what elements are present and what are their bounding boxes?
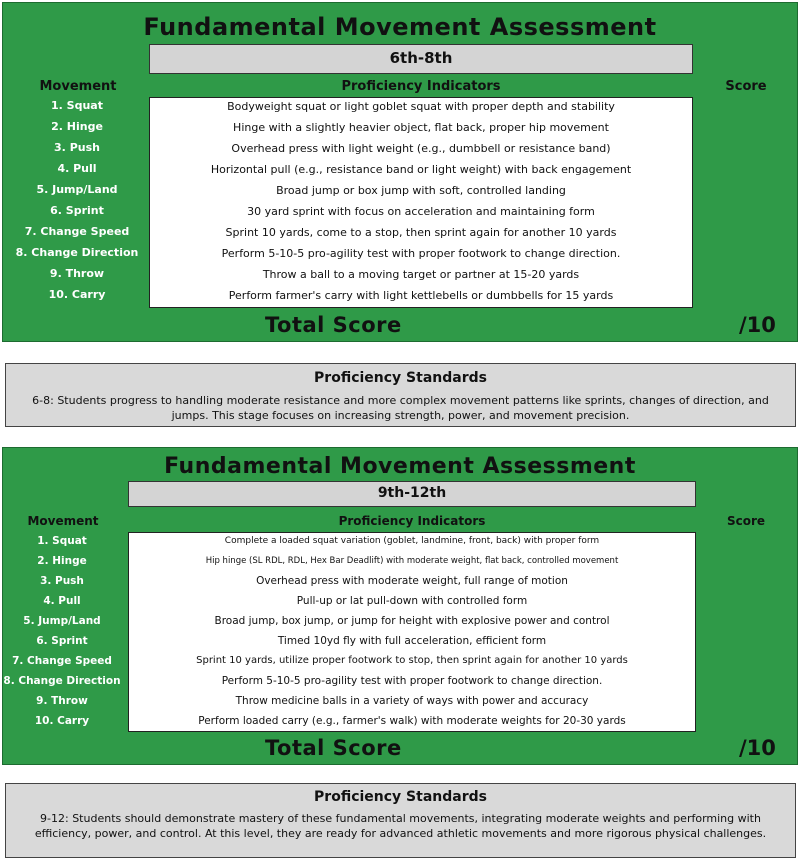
movement-list (3, 535, 121, 735)
indicator-text: Bodyweight squat or light goblet squat with proper depth and stability (227, 100, 615, 113)
movement-label: 9. Throw (49, 267, 105, 280)
movement-header: Movement (39, 79, 117, 94)
assessment-title: Fundamental Movement Assessment (143, 13, 657, 41)
indicator-text: Overhead press with light weight (e.g., dumbbell or resistance band) (231, 142, 611, 155)
indicators-header: Proficiency Indicators (341, 79, 501, 94)
movement-label: 3. Push (40, 575, 84, 587)
indicator-text: Broad jump or box jump with soft, controlled landing (276, 184, 566, 197)
movement-label: 10. Carry (34, 715, 90, 727)
movement-label: 1. Squat (37, 535, 87, 547)
indicator-text: Perform 5-10-5 pro-agility test with proper footwork to change direction. (221, 675, 603, 687)
movement-label: 8. Change Direction (15, 246, 139, 259)
movement-label: 6. Sprint (50, 204, 104, 217)
indicator-text: Horizontal pull (e.g., resistance band or light weight) with back engagement (210, 163, 632, 176)
grade-band-label: 9th-12th (128, 481, 696, 507)
indicator-text: Hip hinge (SL RDL, RDL, Hex Bar Deadlift) with moderate weight, flat back, controlled movement (205, 556, 619, 566)
indicator-text: Perform loaded carry (e.g., farmer's walk) with moderate weights for 20-30 yards (198, 715, 626, 727)
score-header: Score (726, 514, 766, 528)
indicator-text: 30 yard sprint with focus on acceleration and maintaining form (247, 205, 595, 218)
proficiency-standards-6-8 (5, 363, 796, 427)
indicator-text: Timed 10yd fly with full acceleration, efficient form (277, 635, 547, 647)
assessment-panel-9-12 (2, 447, 798, 765)
indicator-text: Hinge with a slightly heavier object, flat back, proper hip movement (233, 121, 609, 134)
movement-label: 4. Pull (43, 595, 81, 607)
total-score-label: Total Score (265, 736, 402, 760)
proficiency-standards-9-12 (5, 783, 796, 858)
indicator-text: Sprint 10 yards, utilize proper footwork to stop, then sprint again for another 10 yards (196, 655, 628, 666)
movement-list (3, 99, 151, 309)
indicator-text: Throw a ball to a moving target or partner at 15-20 yards (262, 268, 580, 281)
movement-header: Movement (27, 514, 99, 528)
indicators-box (128, 532, 696, 732)
total-score-max: /10 (739, 313, 776, 337)
movement-label: 2. Hinge (51, 120, 103, 133)
movement-label: 8. Change Direction (3, 675, 121, 687)
indicator-text: Broad jump, box jump, or jump for height with explosive power and control (214, 615, 610, 627)
indicator-text: Complete a loaded squat variation (goblet, landmine, front, back) with proper form (224, 536, 600, 546)
total-score-max: /10 (739, 736, 776, 760)
indicators-header: Proficiency Indicators (338, 514, 486, 528)
movement-label: 7. Change Speed (24, 225, 130, 238)
movement-label: 10. Carry (48, 288, 106, 301)
indicator-text: Overhead press with moderate weight, full range of motion (256, 575, 568, 587)
movement-label: 5. Jump/Land (36, 183, 118, 196)
score-header: Score (725, 79, 767, 94)
movement-label: 4. Pull (57, 162, 97, 175)
standards-text: 9-12: Students should demonstrate mastery of these fundamental movements, integrating moderate weights and performing with efficiency, power, and control. At this level, they are ready for advanced athletic movements and more rigorous physical challenges. (34, 812, 767, 840)
total-score-label: Total Score (265, 313, 402, 337)
movement-label: 3. Push (54, 141, 100, 154)
movement-label: 6. Sprint (36, 635, 88, 647)
movement-label: 9. Throw (36, 695, 88, 707)
movement-label: 1. Squat (51, 99, 103, 112)
movement-label: 2. Hinge (37, 555, 87, 567)
movement-label: 7. Change Speed (12, 655, 112, 667)
indicators-box (149, 97, 693, 308)
movement-label: 5. Jump/Land (23, 615, 101, 627)
indicator-text: Sprint 10 yards, come to a stop, then sprint again for another 10 yards (225, 226, 617, 239)
assessment-panel-6-8 (2, 2, 798, 342)
indicator-text: Perform farmer's carry with light kettlebells or dumbbells for 15 yards (228, 289, 614, 302)
grade-band-label: 6th-8th (149, 44, 693, 74)
indicator-text: Throw medicine balls in a variety of ways with power and accuracy (235, 695, 589, 707)
indicator-text: Perform 5-10-5 pro-agility test with proper footwork to change direction. (221, 247, 621, 260)
standards-title: Proficiency Standards (314, 789, 487, 805)
assessment-title: Fundamental Movement Assessment (164, 454, 636, 479)
indicator-text: Pull-up or lat pull-down with controlled form (296, 595, 528, 607)
standards-text: 6-8: Students progress to handling moderate resistance and more complex movement patterns like sprints, changes of direction, and jumps. This stage focuses on increasing strength, power, and movement precision. (32, 394, 769, 422)
standards-title: Proficiency Standards (314, 370, 487, 386)
